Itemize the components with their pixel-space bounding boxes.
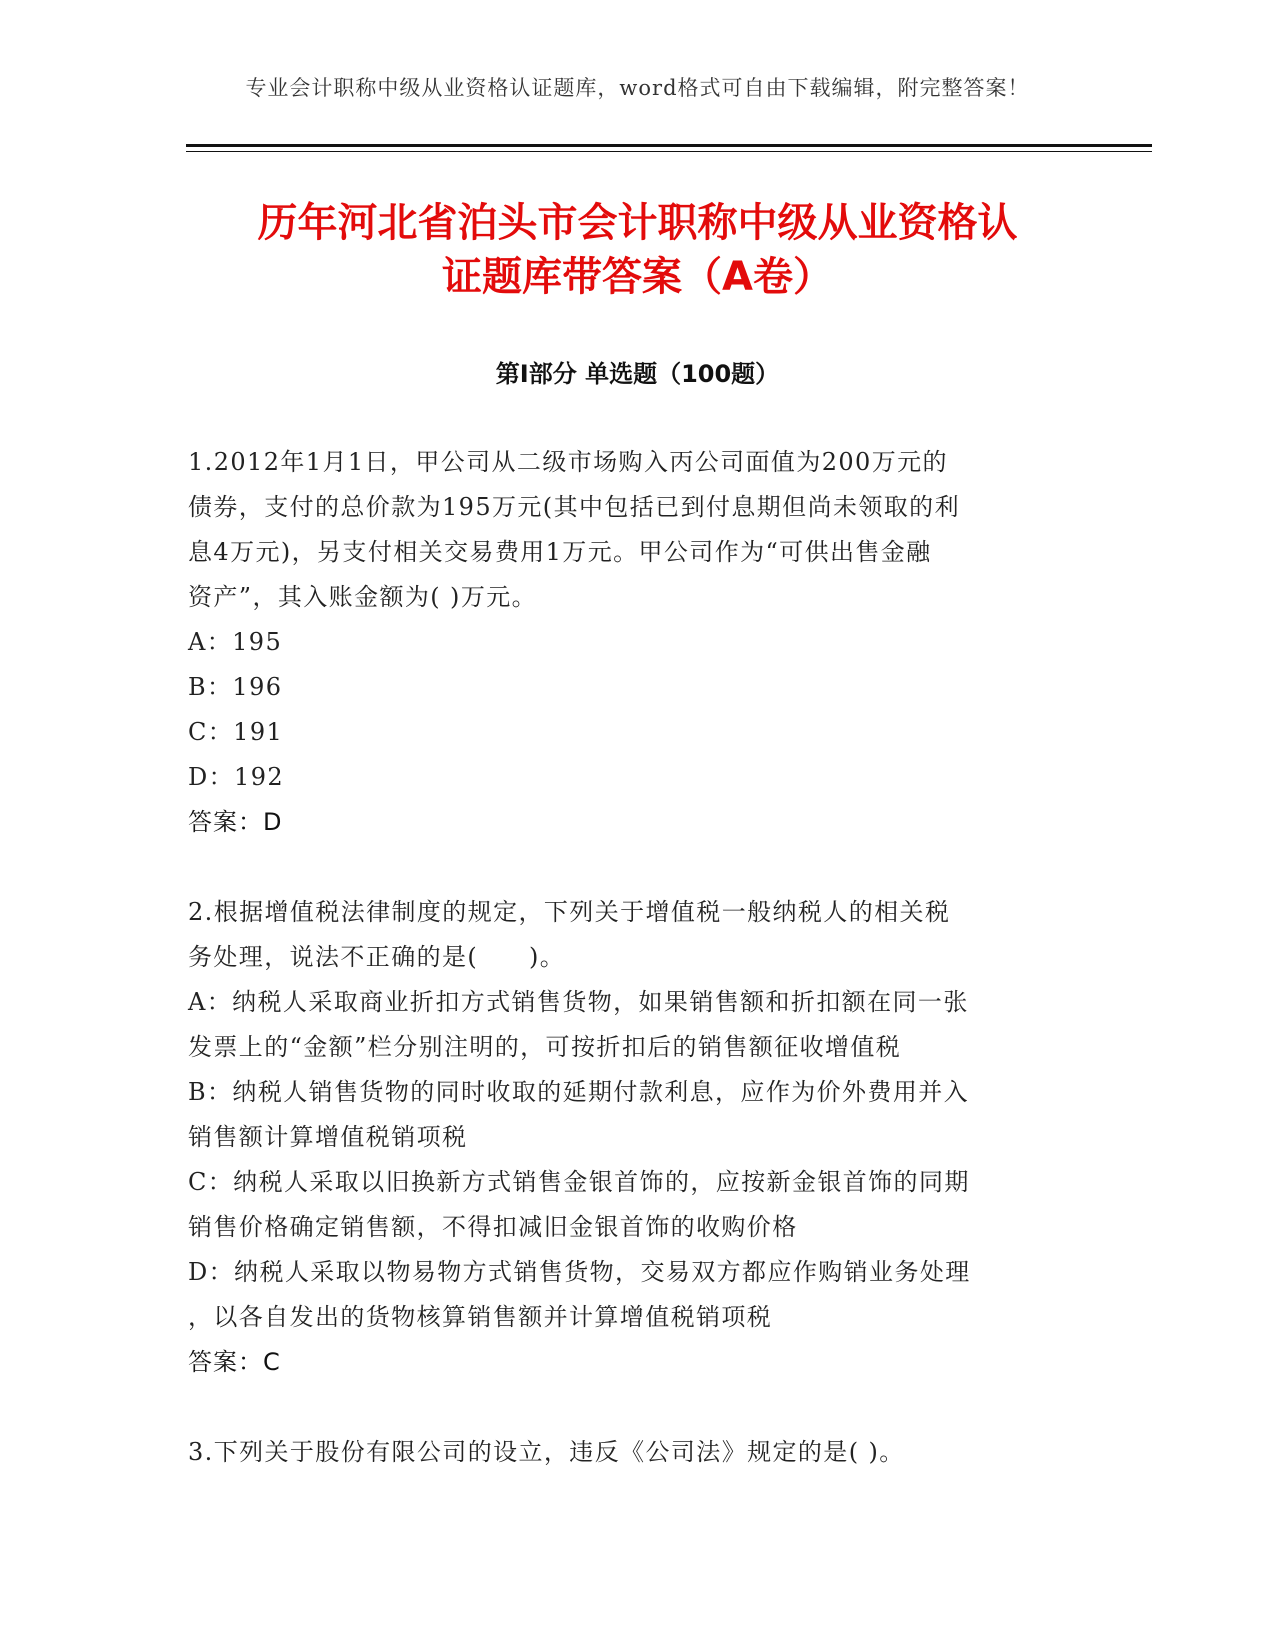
option-b: B：196 xyxy=(188,673,283,701)
document-title-line-2: 证题库带答案（A卷） xyxy=(442,254,833,300)
question-text-line: 息4万元)，另支付相关交易费用1万元。甲公司作为“可供出售金融 xyxy=(188,538,932,566)
question-text-line: 资产”，其入账金额为( )万元。 xyxy=(188,583,538,611)
option-d-continued: ，以各自发出的货物核算销售额并计算增值税销项税 xyxy=(188,1303,773,1331)
option-c: C：191 xyxy=(188,718,284,746)
option-a: A：195 xyxy=(188,628,283,656)
question-text-line: 2.根据增值税法律制度的规定，下列关于增值税一般纳税人的相关税 xyxy=(188,898,951,926)
question-3 xyxy=(188,1430,1068,1475)
document-title-line-1: 历年河北省泊头市会计职称中级从业资格认 xyxy=(257,200,1018,246)
question-text-line: 3.下列关于股份有限公司的设立，违反《公司法》规定的是( )。 xyxy=(188,1438,905,1466)
question-text-line: 务处理，说法不正确的是( )。 xyxy=(188,943,566,971)
answer-line: 答案：C xyxy=(188,1348,281,1376)
option-d: D：192 xyxy=(188,763,285,791)
option-b: B：纳税人销售货物的同时收取的延期付款利息，应作为价外费用并入 xyxy=(188,1078,970,1106)
question-text-line: 1.2012年1月1日，甲公司从二级市场购入丙公司面值为200万元的 xyxy=(188,448,948,476)
question-2 xyxy=(188,890,1068,1385)
question-list xyxy=(188,440,1068,1475)
option-a: A：纳税人采取商业折扣方式销售货物，如果销售额和折扣额在同一张 xyxy=(188,988,969,1016)
header-rule-thick xyxy=(186,144,1152,147)
question-spacer xyxy=(188,1385,1068,1430)
option-c: C：纳税人采取以旧换新方式销售金银首饰的，应按新金银首饰的同期 xyxy=(188,1168,970,1196)
question-text-line: 债券，支付的总价款为195万元(其中包括已到付息期但尚未领取的利 xyxy=(188,493,960,521)
option-b-continued: 销售额计算增值税销项税 xyxy=(188,1123,468,1151)
answer-line: 答案：D xyxy=(188,808,283,836)
option-a-continued: 发票上的“金额”栏分别注明的，可按折扣后的销售额征收增值税 xyxy=(188,1033,902,1061)
question-1 xyxy=(188,440,1068,845)
header-rule-thin xyxy=(186,151,1152,152)
document-title xyxy=(150,196,1125,304)
header-note: 专业会计职称中级从业资格认证题库，word格式可自由下载编辑，附完整答案！ xyxy=(245,76,1030,100)
question-spacer xyxy=(188,845,1068,890)
option-d: D：纳税人采取以物易物方式销售货物，交易双方都应作购销业务处理 xyxy=(188,1258,971,1286)
section-title: 第I部分 单选题（100题） xyxy=(495,360,780,388)
option-c-continued: 销售价格确定销售额，不得扣减旧金银首饰的收购价格 xyxy=(188,1213,798,1241)
